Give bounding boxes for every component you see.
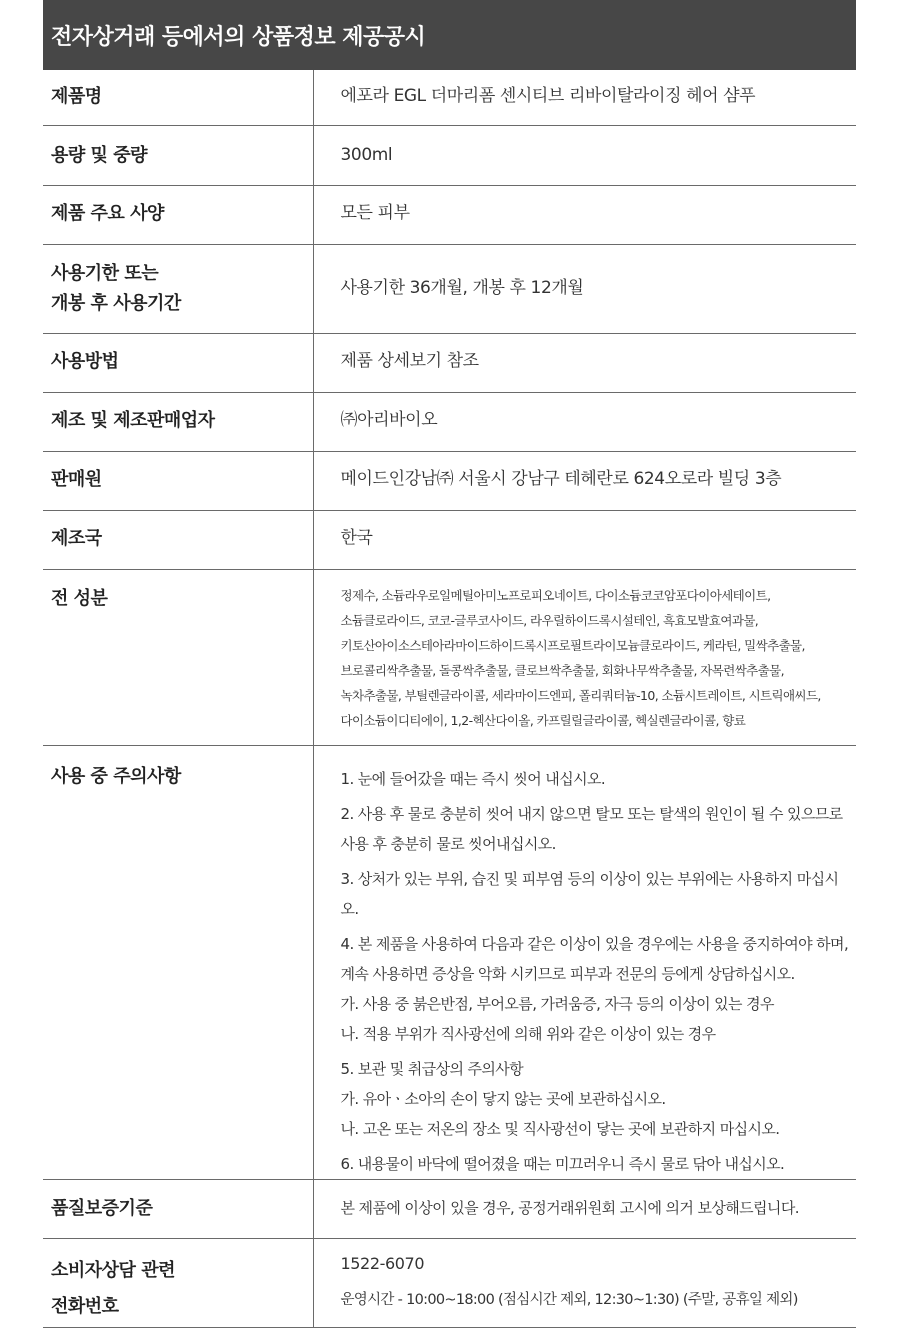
row-value: 에포라 EGL 더마리폼 센시티브 리바이탈라이징 헤어 샴푸 xyxy=(313,70,856,125)
table-row xyxy=(43,185,856,244)
row-label: 제품 주요 사양 xyxy=(43,185,313,244)
row-value: 한국 xyxy=(313,510,856,569)
row-label: 제품명 xyxy=(43,70,313,125)
row-label-line: 사용기한 또는 xyxy=(51,262,159,284)
phone-number: 1522-6070 xyxy=(340,1253,425,1273)
row-label: 제조국 xyxy=(43,510,313,569)
table-row xyxy=(43,451,856,510)
table-row xyxy=(43,125,856,185)
ingredient-line: 키토산아이소스테아라마이드하이드록시프로필트라이모늄클로라이드, 케라틴, 밀싹추출물, xyxy=(340,637,805,653)
ingredient-line: 브로콜리싹추출물, 돌콩싹추출물, 클로브싹추출물, 회화나무싹추출물, 자목련싹추출물, xyxy=(340,662,784,678)
row-label xyxy=(43,1238,313,1327)
row-label xyxy=(43,244,313,333)
ingredient-line: 녹차추출물, 부틸렌글라이콜, 세라마이드엔피, 폴리쿼터늄-10, 소듐시트레이트, 시트릭애씨드, xyxy=(340,687,821,703)
product-info-table xyxy=(43,70,856,1328)
precaution-line: 3. 상처가 있는 부위, 습진 및 피부염 등의 이상이 있는 부위에는 사용하지 마십시오. xyxy=(340,869,839,918)
row-label: 용량 및 중량 xyxy=(43,125,313,185)
table-row xyxy=(43,392,856,451)
ingredient-line: 정제수, 소듐라우로일메틸아미노프로피오네이트, 다이소듐코코암포다이아세테이트, xyxy=(340,587,771,603)
precaution-line: 6. 내용물이 바닥에 떨어졌을 때는 미끄러우니 즉시 물로 닦아 내십시오. xyxy=(340,1154,785,1173)
precaution-line: 4. 본 제품을 사용하여 다음과 같은 이상이 있을 경우에는 사용을 중지하여야 하며, xyxy=(340,934,849,953)
notice-title-text: 전자상거래 등에서의 상품정보 제공공시 xyxy=(51,24,426,50)
row-label-line: 전화번호 xyxy=(51,1295,119,1317)
row-value: 본 제품에 이상이 있을 경우, 공정거래위원회 고시에 의거 보상해드립니다. xyxy=(313,1179,856,1238)
table-row xyxy=(43,244,856,333)
row-value: 사용기한 36개월, 개봉 후 12개월 xyxy=(313,244,856,333)
table-row xyxy=(43,1238,856,1327)
table-row xyxy=(43,1179,856,1238)
row-value: 제품 상세보기 참조 xyxy=(313,333,856,392)
ingredient-line: 다이소듐이디티에이, 1,2-헥산다이올, 카프릴릴글라이콜, 헥실렌글라이콜, 향료 xyxy=(340,712,746,728)
precaution-line: 계속 사용하면 증상을 악화 시키므로 피부과 전문의 등에게 상담하십시오. xyxy=(340,964,795,983)
table-row xyxy=(43,745,856,1179)
row-value: ㈜아리바이오 xyxy=(313,392,856,451)
ingredient-line: 소듐클로라이드, 코코-글루코사이드, 라우릴하이드록시설테인, 흑효모발효여과물, xyxy=(340,612,759,628)
table-row xyxy=(43,333,856,392)
product-info-notice xyxy=(43,0,856,1328)
row-label: 사용 중 주의사항 xyxy=(43,745,313,1179)
row-value: 메이드인강남㈜ 서울시 강남구 테헤란로 624오로라 빌딩 3층 xyxy=(313,451,856,510)
consult-value xyxy=(313,1238,856,1327)
operating-hours: 운영시간 - 10:00~18:00 (점심시간 제외, 12:30~1:30) (주말, 공휴일 제외) xyxy=(340,1291,798,1308)
row-label: 판매원 xyxy=(43,451,313,510)
precaution-line: 1. 눈에 들어갔을 때는 즉시 씻어 내십시오. xyxy=(340,769,606,788)
table-row xyxy=(43,70,856,125)
precaution-line: 2. 사용 후 물로 충분히 씻어 내지 않으면 탈모 또는 탈색의 원인이 될 수 있으므로 xyxy=(340,804,843,823)
precautions-value xyxy=(313,745,856,1179)
row-label: 품질보증기준 xyxy=(43,1179,313,1238)
row-label: 전 성분 xyxy=(43,569,313,745)
row-label-line: 소비자상담 관련 xyxy=(51,1259,175,1281)
table-row xyxy=(43,569,856,745)
row-label-line: 개봉 후 사용기간 xyxy=(51,292,181,314)
row-label: 사용방법 xyxy=(43,333,313,392)
precaution-line: 가. 사용 중 붉은반점, 부어오름, 가려움증, 자극 등의 이상이 있는 경우 xyxy=(340,994,774,1013)
precaution-line: 나. 적용 부위가 직사광선에 의해 위와 같은 이상이 있는 경우 xyxy=(340,1024,716,1043)
ingredients-value xyxy=(313,569,856,745)
precaution-line: 5. 보관 및 취급상의 주의사항 xyxy=(340,1059,524,1078)
row-value: 300ml xyxy=(313,125,856,185)
precaution-line: 나. 고온 또는 저온의 장소 및 직사광선이 닿는 곳에 보관하지 마십시오. xyxy=(340,1119,780,1138)
notice-title xyxy=(43,0,856,70)
precaution-line: 가. 유아ㆍ소아의 손이 닿지 않는 곳에 보관하십시오. xyxy=(340,1089,666,1108)
row-value: 모든 피부 xyxy=(313,185,856,244)
table-row xyxy=(43,510,856,569)
row-label: 제조 및 제조판매업자 xyxy=(43,392,313,451)
precaution-line: 사용 후 충분히 물로 씻어내십시오. xyxy=(340,834,556,853)
